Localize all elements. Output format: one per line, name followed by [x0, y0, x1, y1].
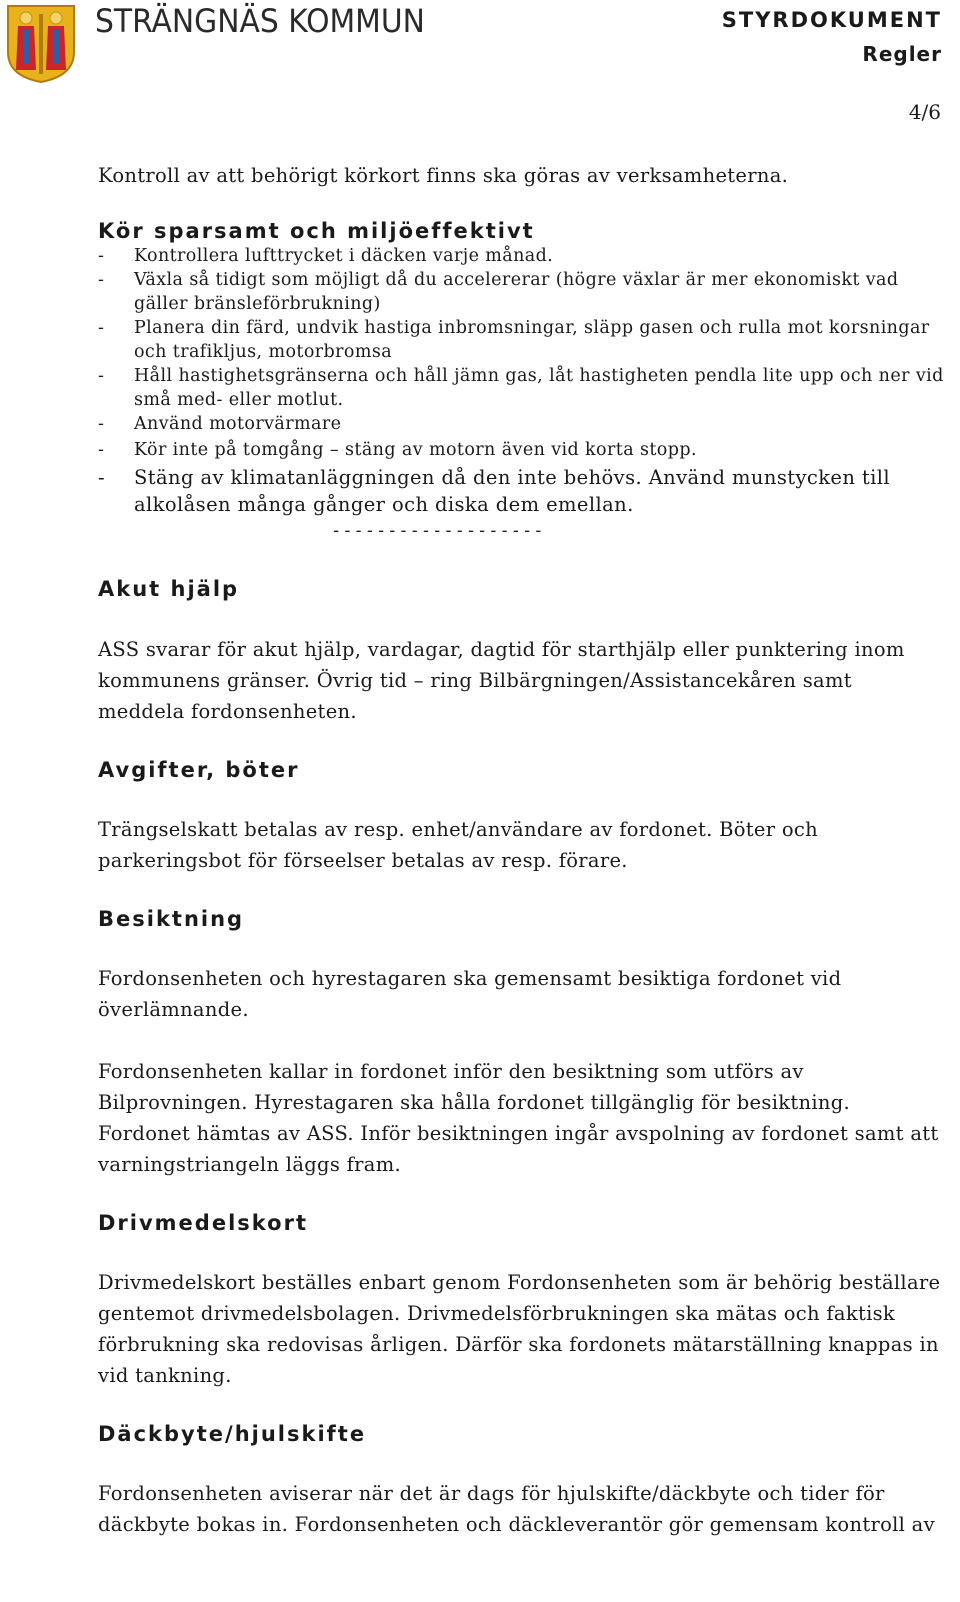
list-item: - Kör inte på tomgång – stäng av motorn även vid korta stopp. [98, 440, 697, 460]
section-heading-eco-driving: Kör sparsamt och miljöeffektivt [98, 219, 535, 243]
eco-driving-list [98, 244, 944, 518]
list-dash: - [98, 270, 105, 290]
list-item: - Stäng av klimatanläggningen då den inte behövs. Använd munstycken till alkolåsen många gånger och diska dem emellan. [98, 466, 891, 516]
document-header [0, 0, 960, 124]
list-item: - Håll hastighetsgränserna och håll jämn gas, låt hastigheten pendla lite upp och ner vid små med- eller motlut. [98, 366, 944, 410]
section-heading-fees-fines: Avgifter, böter [98, 758, 300, 782]
list-dash: - [98, 366, 105, 386]
document-subtype: Regler [862, 42, 942, 66]
list-dash: - [98, 414, 105, 434]
list-dash: - [98, 440, 105, 460]
list-item: - Kontrollera lufttrycket i däcken varje månad. [98, 246, 554, 266]
section-heading-fuel-card: Drivmedelskort [98, 1211, 308, 1235]
page-number: 4/6 [908, 100, 941, 124]
section-separator: ------------------- [331, 521, 545, 541]
section-paragraph: Fordonsenheten aviserar när det är dags för hjulskifte/däckbyte och tider för däckbyte bokas in. Fordonsenheten och däckleverantör gör gemensam kontroll av [98, 1482, 935, 1536]
section-paragraph: Trängselskatt betalas av resp. enhet/användare av fordonet. Böter och parkeringsbot för förseelser betalas av resp. förare. [98, 818, 818, 872]
coat-of-arms-logo [6, 4, 76, 84]
intro-paragraph: Kontroll av att behörigt körkort finns ska göras av verksamheterna. [98, 164, 789, 187]
section-paragraph: ASS svarar för akut hjälp, vardagar, dagtid för starthjälp eller punktering inom kommunens gränser. Övrig tid – ring Bilbärgningen/Assistancekåren samt meddela fordonsenheten. [98, 638, 905, 723]
list-dash: - [98, 466, 105, 489]
organization-name: STRÄNGNÄS KOMMUN [95, 2, 425, 40]
section-paragraph: Drivmedelskort beställes enbart genom Fordonsenheten som är behörig beställare gentemot drivmedelsbolagen. Drivmedelsförbrukningen ska mätas och faktisk förbrukning ska redovisas årligen. Därför ska fordonets mätarställning knappas in vid tankning. [98, 1271, 941, 1387]
list-item: - Planera din färd, undvik hastiga inbromsningar, släpp gasen och rulla mot korsningar och trafikljus, motorbromsa [98, 318, 930, 362]
document-body [98, 160, 944, 1540]
document-type: STYRDOKUMENT [721, 8, 942, 32]
list-dash: - [98, 318, 105, 338]
section-heading-inspection: Besiktning [98, 907, 245, 931]
section-paragraph: Fordonsenheten och hyrestagaren ska gemensamt besiktiga fordonet vid överlämnande. [98, 967, 842, 1021]
list-item: - Växla så tidigt som möjligt då du accelererar (högre växlar är mer ekonomiskt vad gäller bränsleförbrukning) [98, 270, 899, 314]
section-heading-emergency-help: Akut hjälp [98, 577, 240, 601]
list-item: - Använd motorvärmare [98, 414, 342, 434]
section-heading-tire-change: Däckbyte/hjulskifte [98, 1422, 367, 1446]
section-paragraph: Fordonsenheten kallar in fordonet inför den besiktning som utförs av Bilprovningen. Hyrestagaren ska hålla fordonet tillgänglig för besiktning. Fordonet hämtas av ASS. Inför besiktningen ingår avspolning av fordonet samt att varningstriangeln läggs fram. [98, 1060, 939, 1176]
list-dash: - [98, 246, 105, 266]
